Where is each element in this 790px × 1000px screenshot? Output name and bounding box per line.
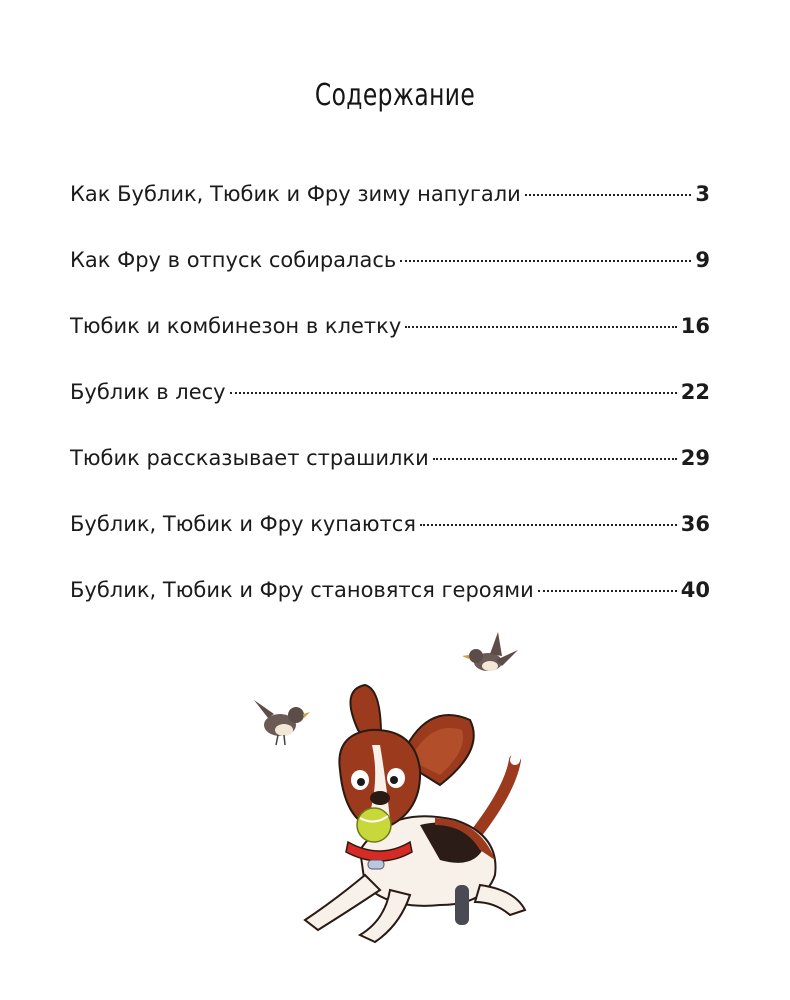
toc-entry[interactable]: [70, 434, 710, 500]
toc-entry[interactable]: [70, 236, 710, 302]
toc-entry[interactable]: [70, 302, 710, 368]
toc-entry-title: Тюбик и комбинезон в клетку: [70, 314, 402, 338]
toc-leader-dots: [400, 260, 691, 262]
toc-entry-page: 3: [695, 182, 710, 206]
toc-leader-dots: [405, 326, 677, 328]
toc-entry-page: 9: [695, 248, 710, 272]
page-title: Содержание: [314, 78, 476, 113]
toc-entry-title: Бублик в лесу: [70, 380, 226, 404]
toc-entry-title: Бублик, Тюбик и Фру купаются: [70, 512, 416, 536]
toc-entry-title: Как Бублик, Тюбик и Фру зиму напугали: [70, 182, 521, 206]
toc-entry[interactable]: [70, 170, 710, 236]
toc-leader-dots: [433, 458, 677, 460]
toc-leader-dots: [420, 524, 677, 526]
toc-entry-title: Бублик, Тюбик и Фру становятся героями: [70, 578, 534, 602]
toc-entry-page: 36: [680, 512, 710, 536]
toc-leader-dots: [538, 590, 677, 592]
toc-entry-page: 29: [680, 446, 710, 470]
toc-entry[interactable]: [70, 500, 710, 566]
toc-entry-title: Как Фру в отпуск собиралась: [70, 248, 397, 272]
toc-leader-dots: [525, 194, 692, 196]
bird-left-icon: [254, 700, 310, 745]
dog-with-ball-and-birds-illustration: [240, 620, 560, 950]
tennis-ball-icon: [357, 808, 391, 842]
toc-leader-dots: [230, 392, 677, 394]
toc-entry-title: Тюбик рассказывает страшилки: [70, 446, 429, 470]
toc-entry[interactable]: [70, 368, 710, 434]
toc-entry-page: 40: [680, 578, 710, 602]
toc-entry-page: 22: [680, 380, 710, 404]
toc-entry-page: 16: [680, 314, 710, 338]
bird-right-icon: [462, 632, 518, 671]
table-of-contents: [70, 170, 710, 632]
